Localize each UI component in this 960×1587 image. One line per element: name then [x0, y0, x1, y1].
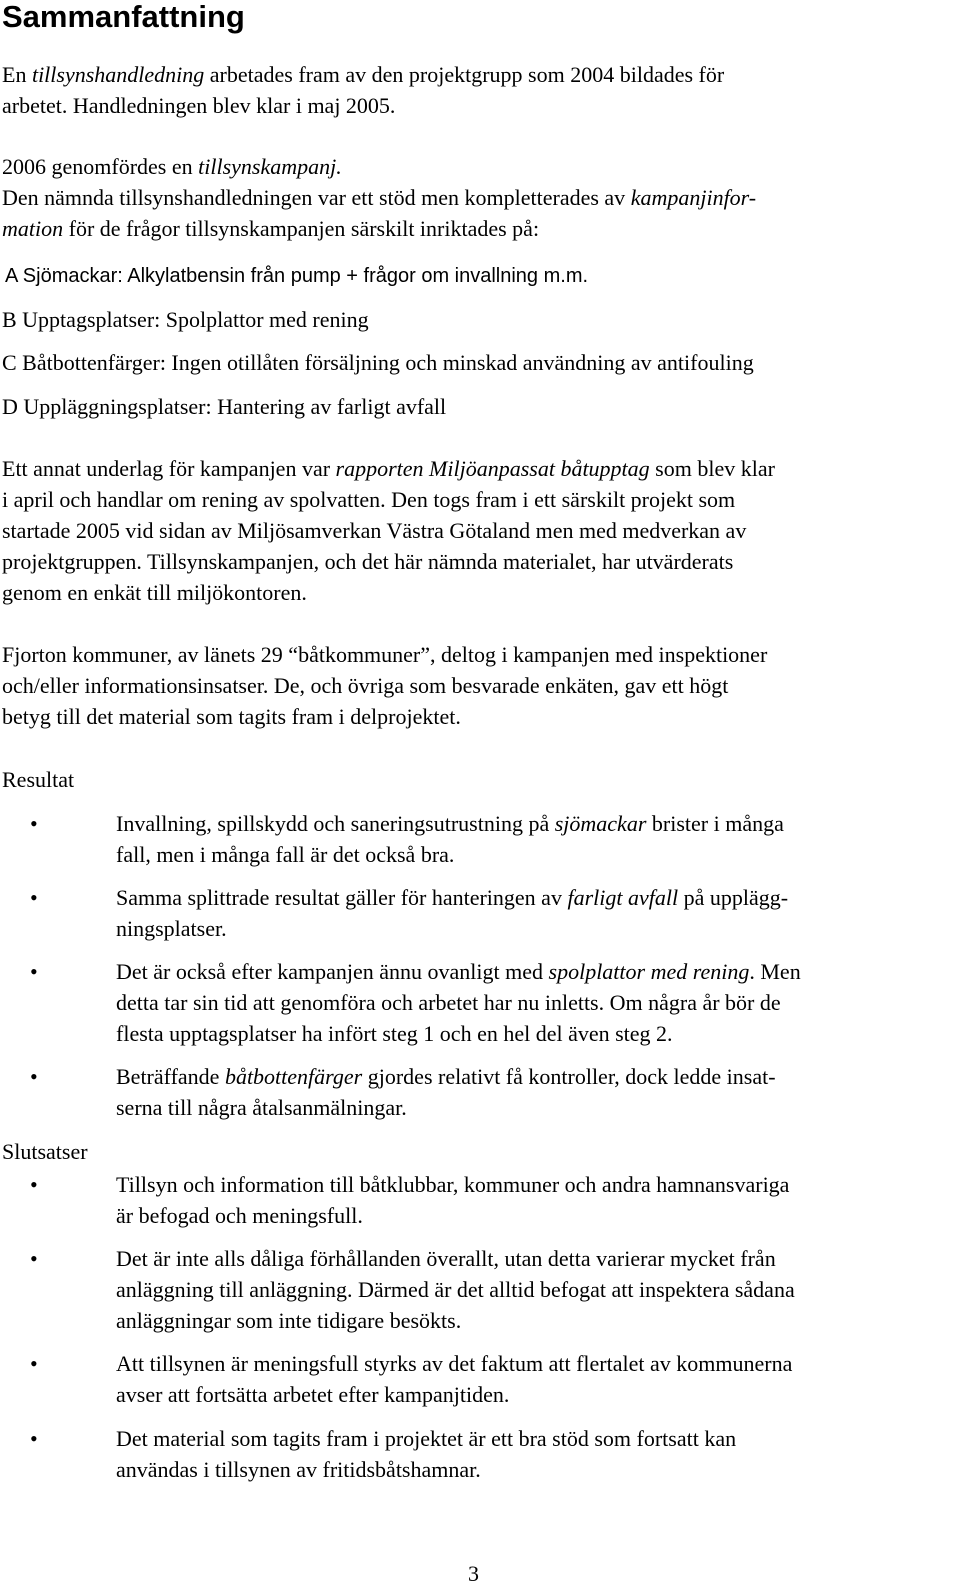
- campaign-line-1: 2006 genomfördes en tillsynskampanj.: [2, 154, 342, 179]
- bullet: •: [30, 1351, 38, 1376]
- bullet: •: [30, 1172, 38, 1197]
- report-line-4: projektgruppen. Tillsynskampanjen, och det här nämnda materialet, har utvärderats: [2, 549, 734, 574]
- result-1-line-2: fall, men i många fall är det också bra.: [116, 842, 455, 867]
- campaign-line-3: mation för de frågor tillsynskampanjen särskilt inriktades på:: [2, 216, 540, 241]
- bullet: •: [30, 885, 38, 910]
- result-3-line-1: Det är också efter kampanjen ännu ovanligt med spolplattor med rening. Men: [116, 959, 801, 984]
- topic-a: A Sjömackar: Alkylatbensin från pump + frågor om invallning m.m.: [5, 265, 589, 287]
- conclusion-1-line-2: är befogad och meningsfull.: [116, 1203, 363, 1228]
- report-line-2: i april och handlar om rening av spolvatten. Den togs fram i ett särskilt projekt som: [2, 487, 736, 512]
- conclusion-2-line-3: anläggningar som inte tidigare besökts.: [116, 1308, 462, 1333]
- municipal-line-3: betyg till det material som tagits fram i delprojektet.: [2, 704, 461, 729]
- conclusion-3-line-2: avser att fortsätta arbetet efter kampanjtiden.: [116, 1382, 510, 1407]
- result-1-line-1: Invallning, spillskydd och saneringsutrustning på sjömackar brister i många: [116, 811, 784, 836]
- conclusion-4-line-1: Det material som tagits fram i projektet är ett bra stöd som fortsatt kan: [116, 1426, 737, 1451]
- result-2-line-2: ningsplatser.: [116, 916, 227, 941]
- bullet: •: [30, 959, 38, 984]
- conclusion-2-line-2: anläggning till anläggning. Därmed är det alltid befogat att inspektera sådana: [116, 1277, 795, 1302]
- bullet: •: [30, 1246, 38, 1271]
- results-heading: Resultat: [2, 767, 75, 792]
- intro-line-2: arbetet. Handledningen blev klar i maj 2005.: [2, 93, 396, 118]
- result-4-line-1: Beträffande båtbottenfärger gjordes relativt få kontroller, dock ledde insat-: [116, 1064, 776, 1089]
- page-number: 3: [468, 1561, 479, 1586]
- conclusion-1-line-1: Tillsyn och information till båtklubbar, kommuner och andra hamnansvariga: [116, 1172, 790, 1197]
- bullet: •: [30, 811, 38, 836]
- municipal-line-2: och/eller informationsinsatser. De, och övriga som besvarade enkäten, gav ett högt: [2, 673, 729, 698]
- page-title: Sammanfattning: [2, 0, 245, 34]
- topic-b: B Upptagsplatser: Spolplattor med rening: [2, 307, 369, 332]
- topic-c: C Båtbottenfärger: Ingen otillåten försäljning och minskad användning av antifouling: [2, 350, 754, 375]
- conclusions-heading: Slutsatser: [2, 1139, 88, 1164]
- result-3-line-3: flesta upptagsplatser ha infört steg 1 och en hel del även steg 2.: [116, 1021, 673, 1046]
- result-2-line-1: Samma splittrade resultat gäller för hanteringen av farligt avfall på upplägg-: [116, 885, 789, 910]
- topic-d: D Uppläggningsplatser: Hantering av farligt avfall: [2, 394, 447, 419]
- municipal-line-1: Fjorton kommuner, av länets 29 “båtkommuner”, deltog i kampanjen med inspektioner: [2, 642, 768, 667]
- report-line-5: genom en enkät till miljökontoren.: [2, 580, 307, 605]
- conclusion-4-line-2: användas i tillsynen av fritidsbåtshamnar.: [116, 1457, 481, 1482]
- report-line-3: startade 2005 vid sidan av Miljösamverkan Västra Götaland men med medverkan av: [2, 518, 747, 543]
- report-line-1: Ett annat underlag för kampanjen var rapporten Miljöanpassat båtupptag som blev klar: [2, 456, 775, 481]
- result-4-line-2: serna till några åtalsanmälningar.: [116, 1095, 407, 1120]
- bullet: •: [30, 1064, 38, 1089]
- result-3-line-2: detta tar sin tid att genomföra och arbetet har nu inletts. Om några år bör de: [116, 990, 781, 1015]
- bullet: •: [30, 1426, 38, 1451]
- conclusion-3-line-1: Att tillsynen är meningsfull styrks av det faktum att flertalet av kommunerna: [116, 1351, 793, 1376]
- campaign-line-2: Den nämnda tillsynshandledningen var ett stöd men kompletterades av kampanjinfor-: [2, 185, 757, 210]
- intro-line-1: En tillsynshandledning arbetades fram av den projektgrupp som 2004 bildades för: [2, 62, 725, 87]
- conclusion-2-line-1: Det är inte alls dåliga förhållanden överallt, utan detta varierar mycket från: [116, 1246, 776, 1271]
